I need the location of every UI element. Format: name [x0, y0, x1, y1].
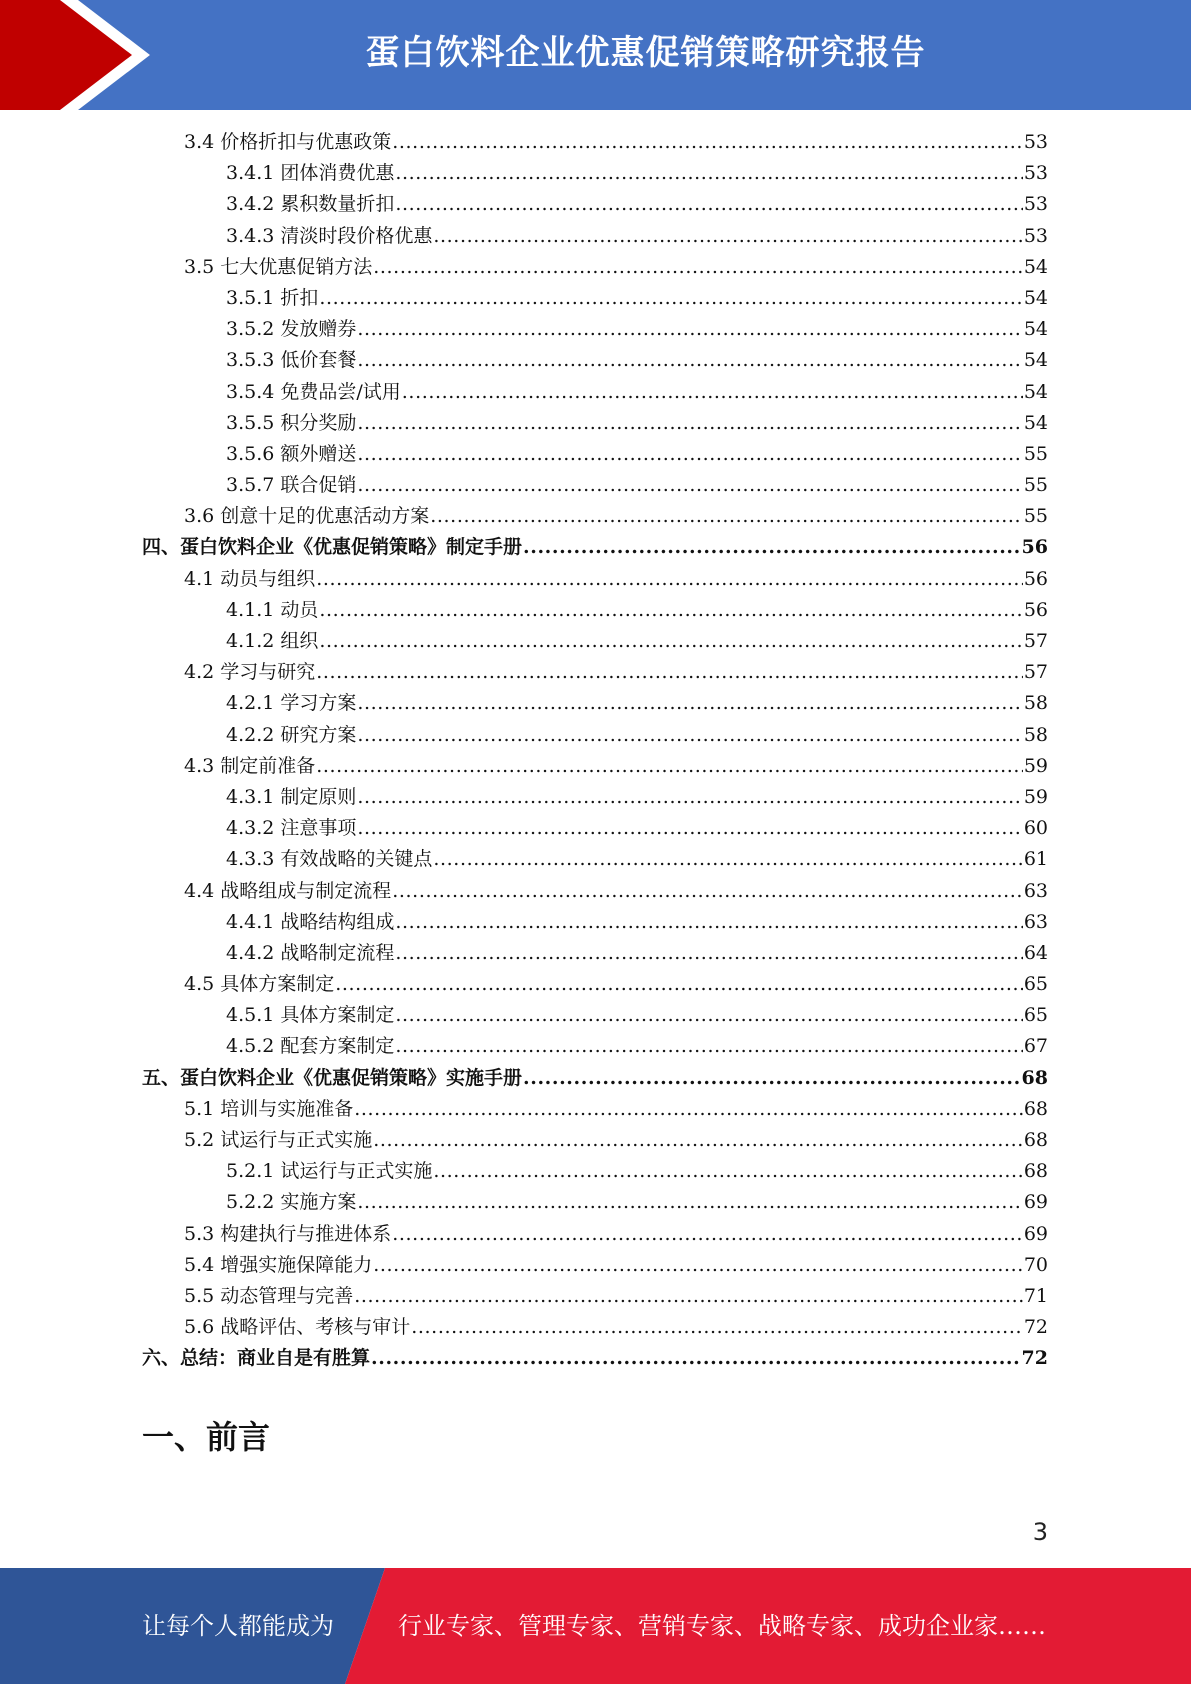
toc-dot-leader — [316, 564, 1023, 595]
section-heading: 一、前言 — [142, 1418, 271, 1456]
toc-entry[interactable] — [142, 1187, 1048, 1218]
toc-entry[interactable] — [142, 751, 1048, 782]
toc-dot-leader — [402, 377, 1023, 408]
footer-slogan-left: 让每个人都能成为 — [142, 1612, 334, 1640]
toc-entry-title: 5.2 试运行与正式实施 — [184, 1129, 373, 1151]
toc-entry-page: 67 — [1023, 1035, 1048, 1058]
toc-entry-title: 5.5 动态管理与完善 — [184, 1284, 354, 1307]
toc-dot-leader — [392, 1219, 1023, 1250]
toc-entry-page: 68 — [1023, 1097, 1048, 1120]
toc-entry[interactable] — [142, 938, 1048, 969]
toc-entry-title: 4.5 具体方案制定 — [184, 973, 335, 996]
toc-dot-leader — [373, 1125, 1023, 1156]
toc-entry[interactable] — [142, 439, 1048, 470]
toc-dot-leader — [371, 1343, 1021, 1374]
toc-entry[interactable] — [142, 345, 1048, 376]
toc-entry-page: 55 — [1023, 505, 1048, 528]
toc-entry-page: 54 — [1023, 411, 1048, 434]
toc-entry-page: 54 — [1023, 255, 1048, 278]
toc-dot-leader — [354, 1094, 1023, 1125]
toc-entry-page: 53 — [1023, 131, 1048, 153]
toc-dot-leader — [373, 252, 1023, 283]
toc-dot-leader — [357, 439, 1022, 470]
toc-entry-title: 3.5.5 积分奖励 — [226, 411, 357, 434]
toc-entry-page: 63 — [1023, 910, 1048, 933]
toc-dot-leader — [357, 345, 1022, 376]
toc-entry-title: 3.4.2 累积数量折扣 — [226, 193, 395, 216]
toc-dot-leader — [433, 221, 1022, 252]
toc-entry-page: 68 — [1021, 1066, 1048, 1089]
toc-dot-leader — [357, 688, 1022, 719]
toc-entry[interactable] — [142, 564, 1048, 595]
toc-dot-leader — [395, 189, 1022, 220]
toc-entry-page: 72 — [1021, 1347, 1048, 1370]
toc-entry-title: 3.5.7 联合促销 — [226, 474, 357, 497]
footer-slogan-right: 行业专家、管理专家、营销专家、战略专家、成功企业家…… — [398, 1612, 1046, 1640]
toc-entry[interactable] — [142, 595, 1048, 626]
toc-entry[interactable] — [142, 501, 1048, 532]
toc-entry-title: 4.5.2 配套方案制定 — [226, 1035, 395, 1058]
toc-entry-page: 54 — [1023, 286, 1048, 309]
toc-entry[interactable] — [142, 158, 1048, 189]
toc-entry-title: 4.4 战略组成与制定流程 — [184, 879, 392, 902]
toc-entry[interactable] — [142, 1000, 1048, 1031]
toc-dot-leader — [395, 938, 1022, 969]
toc-entry-title: 3.5 七大优惠促销方法 — [184, 255, 373, 278]
toc-entry[interactable] — [142, 657, 1048, 688]
toc-entry[interactable] — [142, 377, 1048, 408]
toc-entry[interactable] — [142, 1031, 1048, 1062]
toc-entry-page: 65 — [1023, 1004, 1048, 1027]
toc-entry[interactable] — [142, 1281, 1048, 1312]
toc-entry-page: 53 — [1023, 224, 1048, 247]
toc-entry[interactable] — [142, 1219, 1048, 1250]
toc-entry-title: 4.3 制定前准备 — [184, 754, 316, 777]
toc-dot-leader — [357, 813, 1022, 844]
toc-entry[interactable] — [142, 314, 1048, 345]
toc-entry[interactable] — [142, 1343, 1048, 1374]
toc-entry-page: 63 — [1023, 879, 1048, 902]
toc-entry-title: 4.1.1 动员 — [226, 598, 319, 621]
toc-entry[interactable] — [142, 626, 1048, 657]
toc-entry-page: 71 — [1023, 1284, 1048, 1307]
page-number: 3 — [1032, 1518, 1048, 1546]
toc-entry[interactable] — [142, 1063, 1048, 1094]
toc-dot-leader — [433, 1156, 1022, 1187]
toc-entry-title: 六、总结：商业自是有胜算 — [142, 1347, 371, 1370]
toc-entry-title: 4.2.2 研究方案 — [226, 723, 357, 746]
report-title: 蛋白饮料企业优惠促销策略研究报告 — [365, 33, 926, 73]
toc-entry-page: 68 — [1023, 1160, 1048, 1183]
table-of-contents — [142, 127, 1048, 1375]
toc-dot-leader — [316, 751, 1023, 782]
toc-entry[interactable] — [142, 1125, 1048, 1156]
toc-entry[interactable] — [142, 1156, 1048, 1187]
toc-entry-page: 59 — [1023, 785, 1048, 808]
toc-entry-title: 5.2.1 试运行与正式实施 — [226, 1160, 433, 1183]
toc-entry-title: 3.6 创意十足的优惠活动方案 — [184, 505, 430, 528]
toc-entry[interactable] — [142, 127, 1048, 158]
toc-entry[interactable] — [142, 688, 1048, 719]
toc-dot-leader — [395, 907, 1022, 938]
toc-entry-title: 五、蛋白饮料企业《优惠促销策略》实施手册 — [142, 1066, 523, 1089]
toc-entry-title: 3.4 价格折扣与优惠政策 — [184, 131, 392, 153]
toc-entry-title: 4.3.1 制定原则 — [226, 785, 357, 808]
toc-entry-title: 3.5.2 发放赠券 — [226, 318, 357, 341]
toc-entry-page: 68 — [1023, 1129, 1048, 1151]
toc-entry-title: 3.4.3 清淡时段价格优惠 — [226, 224, 433, 247]
toc-entry[interactable] — [142, 813, 1048, 844]
toc-entry-title: 5.2.2 实施方案 — [226, 1191, 357, 1214]
toc-dot-leader — [411, 1312, 1023, 1343]
toc-entry-page: 70 — [1023, 1253, 1048, 1276]
toc-entry-page: 72 — [1023, 1316, 1048, 1339]
toc-dot-leader — [523, 532, 1021, 563]
toc-entry-title: 3.5.6 额外赠送 — [226, 442, 357, 465]
toc-entry[interactable] — [142, 408, 1048, 439]
toc-entry-title: 4.1.2 组织 — [226, 630, 319, 652]
toc-entry[interactable] — [142, 221, 1048, 252]
toc-entry[interactable] — [142, 1094, 1048, 1125]
toc-entry[interactable] — [142, 844, 1048, 875]
toc-entry[interactable] — [142, 876, 1048, 907]
toc-entry-title: 3.5.4 免费品尝/试用 — [226, 380, 401, 403]
toc-dot-leader — [357, 782, 1022, 813]
toc-entry[interactable] — [142, 1312, 1048, 1343]
toc-entry-page: 56 — [1021, 536, 1048, 559]
toc-entry-page: 65 — [1023, 973, 1048, 996]
toc-entry-title: 3.5.3 低价套餐 — [226, 349, 357, 372]
toc-entry-page: 60 — [1023, 817, 1048, 840]
toc-entry-page: 69 — [1023, 1222, 1048, 1245]
toc-entry-page: 56 — [1023, 598, 1048, 621]
toc-entry-page: 59 — [1023, 754, 1048, 777]
toc-entry[interactable] — [142, 969, 1048, 1000]
toc-entry-page: 54 — [1023, 349, 1048, 372]
toc-entry-page: 56 — [1023, 567, 1048, 590]
toc-dot-leader — [319, 595, 1022, 626]
toc-dot-leader — [373, 1250, 1023, 1281]
page-footer — [0, 1568, 1191, 1684]
toc-entry-title: 4.1 动员与组织 — [184, 567, 316, 590]
toc-dot-leader — [357, 470, 1022, 501]
page-header — [0, 0, 1191, 110]
toc-dot-leader — [433, 844, 1022, 875]
toc-entry-page: 54 — [1023, 318, 1048, 341]
toc-entry-title: 4.4.1 战略结构组成 — [226, 910, 395, 933]
toc-dot-leader — [319, 283, 1022, 314]
toc-dot-leader — [523, 1063, 1021, 1094]
toc-entry[interactable] — [142, 907, 1048, 938]
toc-dot-leader — [430, 501, 1023, 532]
toc-entry-title: 4.4.2 战略制定流程 — [226, 941, 395, 964]
toc-dot-leader — [395, 1031, 1022, 1062]
toc-dot-leader — [319, 626, 1022, 657]
toc-entry[interactable] — [142, 782, 1048, 813]
toc-entry[interactable] — [142, 189, 1048, 220]
toc-dot-leader — [392, 127, 1023, 158]
toc-entry-title: 5.1 培训与实施准备 — [184, 1097, 354, 1120]
toc-dot-leader — [354, 1281, 1023, 1312]
toc-entry-title: 3.5.1 折扣 — [226, 286, 319, 309]
toc-dot-leader — [357, 1187, 1022, 1218]
toc-entry-title: 4.5.1 具体方案制定 — [226, 1004, 395, 1027]
toc-dot-leader — [335, 969, 1023, 1000]
toc-entry-page: 54 — [1023, 380, 1048, 403]
toc-entry-page: 55 — [1023, 442, 1048, 465]
toc-entry-page: 61 — [1023, 848, 1048, 871]
toc-dot-leader — [357, 408, 1022, 439]
toc-entry-title: 4.2 学习与研究 — [184, 661, 316, 684]
toc-entry-title: 四、蛋白饮料企业《优惠促销策略》制定手册 — [142, 536, 523, 559]
toc-entry[interactable] — [142, 720, 1048, 751]
toc-entry-title: 5.4 增强实施保障能力 — [184, 1253, 373, 1276]
toc-entry-title: 5.3 构建执行与推进体系 — [184, 1222, 392, 1245]
toc-entry[interactable] — [142, 283, 1048, 314]
toc-entry-title: 3.4.1 团体消费优惠 — [226, 162, 395, 185]
toc-entry-page: 55 — [1023, 474, 1048, 497]
toc-entry[interactable] — [142, 532, 1048, 563]
toc-entry[interactable] — [142, 1250, 1048, 1281]
toc-dot-leader — [357, 720, 1022, 751]
toc-entry-page: 57 — [1023, 661, 1048, 684]
toc-entry-page: 53 — [1023, 193, 1048, 216]
toc-entry-page: 64 — [1023, 941, 1048, 964]
toc-entry-page: 58 — [1023, 723, 1048, 746]
toc-entry-title: 4.2.1 学习方案 — [226, 692, 357, 715]
toc-entry-page: 58 — [1023, 692, 1048, 715]
toc-entry-title: 4.3.3 有效战略的关键点 — [226, 848, 433, 871]
toc-entry-page: 53 — [1023, 162, 1048, 185]
toc-entry[interactable] — [142, 470, 1048, 501]
toc-dot-leader — [395, 158, 1022, 189]
toc-entry-title: 4.3.2 注意事项 — [226, 817, 357, 840]
toc-dot-leader — [395, 1000, 1022, 1031]
toc-entry-page: 57 — [1023, 630, 1048, 652]
toc-dot-leader — [357, 314, 1022, 345]
toc-dot-leader — [316, 657, 1023, 688]
toc-dot-leader — [392, 876, 1023, 907]
toc-entry[interactable] — [142, 252, 1048, 283]
toc-entry-page: 69 — [1023, 1191, 1048, 1214]
toc-entry-title: 5.6 战略评估、考核与审计 — [184, 1316, 411, 1339]
